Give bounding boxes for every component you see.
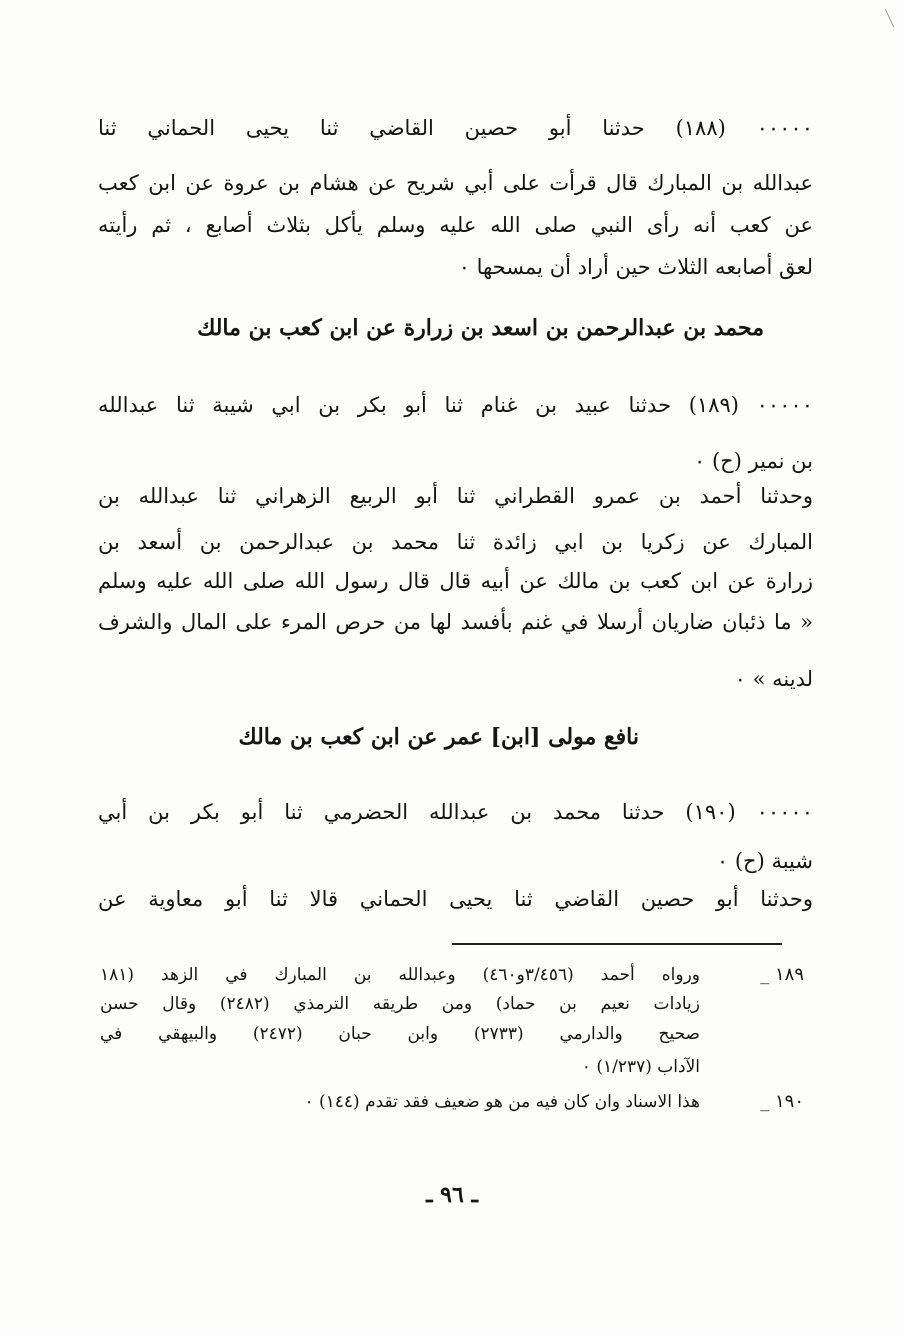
hadith-188-line-4: لعق أصابعه الثلاث حين أراد أن يمسحها ٠	[458, 255, 813, 279]
hadith-188-line-1: ٠٠٠٠٠ (١٨٨) حدثنا أبو حصين القاضي ثنا يحيى الحماني ثنا	[98, 116, 813, 140]
footnote-189-line-2: زيادات نعيم بن حماد) ومن طريقه الترمذي (٢٤٨٢) وقال حسن	[100, 994, 700, 1014]
footnote-189-line-3: صحيح والدارمي (٢٧٣٣) وابن حبان (٢٤٧٢) والبيهقي في	[100, 1024, 700, 1044]
hadith-188-line-2: عبدالله بن المبارك قال قرأت على أبي شريح عن هشام بن عروة عن ابن كعب	[98, 171, 813, 195]
page-number: ـ ٩٦ ـ	[426, 1182, 478, 1208]
scan-mark	[885, 9, 894, 28]
hadith-188-line-3: عن كعب أنه رأى النبي صلى الله عليه وسلم يأكل بثلاث أصابع ، ثم رأيته	[98, 213, 813, 237]
footnote-189-line-1: ورواه أحمد (٣/٤٥٦و٤٦٠) وعبدالله بن المبارك في الزهد (١٨١	[100, 965, 700, 985]
hadith-189-line-2: بن نمير (ح) ٠	[694, 449, 813, 473]
footnote-190-line-1: هذا الاسناد وان كان فيه من هو ضعيف فقد تقدم (١٤٤) ٠	[304, 1092, 700, 1112]
hadith-189-line-6: « ما ذئبان ضاريان أرسلا في غنم بأفسد لها من حرص المرء على المال والشرف	[98, 610, 813, 634]
footnote-divider	[452, 943, 782, 945]
footnote-189-number: ١٨٩ _	[760, 964, 804, 985]
section-heading-2: نافع مولى [ابن] عمر عن ابن كعب بن مالك	[238, 724, 639, 750]
hadith-189-line-1: ٠٠٠٠٠ (١٨٩) حدثنا عبيد بن غنام ثنا أبو بكر بن ابي شيبة ثنا عبدالله	[98, 393, 813, 417]
footnote-190-number: ١٩٠ _	[760, 1091, 804, 1112]
hadith-189-line-4: المبارك عن زكريا بن ابي زائدة ثنا محمد بن عبدالرحمن بن أسعد بن	[98, 530, 813, 554]
hadith-190-line-2: شيبة (ح) ٠	[716, 849, 813, 873]
section-heading-1: محمد بن عبدالرحمن بن اسعد بن زرارة عن ابن كعب بن مالك	[197, 315, 764, 341]
hadith-190-line-3: وحدثنا أبو حصين القاضي ثنا يحيى الحماني قالا ثنا أبو معاوية عن	[98, 887, 813, 911]
hadith-189-line-3: وحدثنا أحمد بن عمرو القطراني ثنا أبو الربيع الزهراني ثنا عبدالله بن	[98, 484, 813, 508]
hadith-189-line-7: لدينه » ٠	[734, 667, 813, 691]
hadith-189-line-5: زرارة عن ابن كعب بن مالك عن أبيه قال قال رسول الله صلى الله عليه وسلم	[98, 569, 813, 593]
footnote-189-line-4: الآداب (١/٢٣٧) ٠	[581, 1057, 700, 1077]
hadith-190-line-1: ٠٠٠٠٠ (١٩٠) حدثنا محمد بن عبدالله الحضرمي ثنا أبو بكر بن أبي	[98, 800, 813, 824]
